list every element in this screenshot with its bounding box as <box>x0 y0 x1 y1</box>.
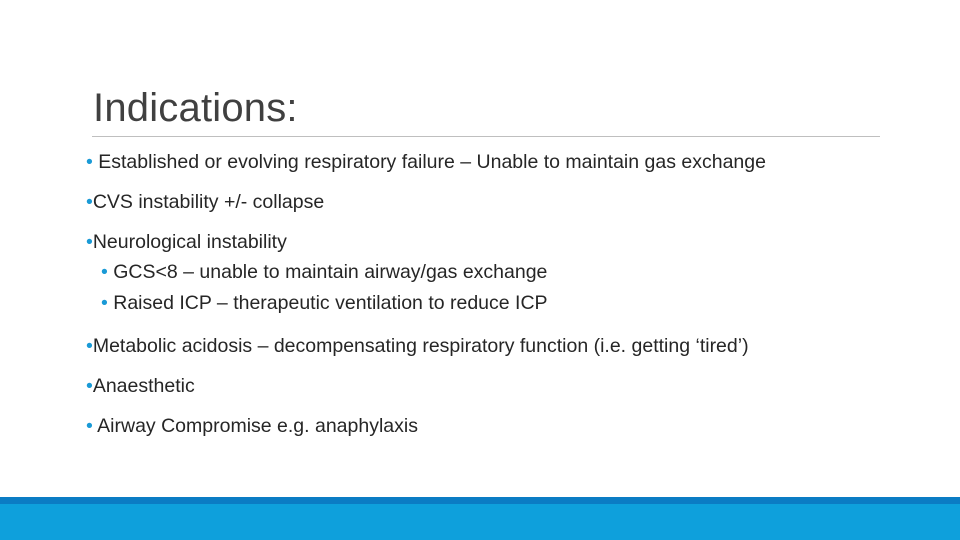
bullet-marker: • <box>86 191 93 213</box>
bullet-item-cvs-instability <box>86 189 324 215</box>
bullet-marker: • <box>86 335 93 357</box>
sub-bullet-item-raised-icp <box>101 290 548 316</box>
bullet-item-respiratory-failure <box>86 149 766 175</box>
bullet-item-neurological-instability <box>86 229 287 255</box>
bullet-item-anaesthetic <box>86 373 195 399</box>
bullet-marker: • <box>86 151 93 173</box>
bullet-marker: • <box>101 261 108 283</box>
bullet-item-airway-compromise <box>86 413 418 439</box>
bullet-text: Established or evolving respiratory failure – Unable to maintain gas exchange <box>92 151 766 173</box>
footer-bar-stripe <box>0 497 960 504</box>
bullet-text: Airway Compromise e.g. anaphylaxis <box>92 415 418 437</box>
bullet-item-metabolic-acidosis <box>86 333 749 359</box>
bullet-marker: • <box>101 292 108 314</box>
bullet-marker: • <box>86 375 93 397</box>
slide-title: Indications: <box>93 86 298 130</box>
bullet-text: GCS<8 – unable to maintain airway/gas exchange <box>107 261 548 283</box>
bullet-marker: • <box>86 231 93 253</box>
sub-bullet-item-gcs <box>101 259 547 285</box>
bullet-text: Neurological instability <box>92 231 287 253</box>
bullet-text: Raised ICP – therapeutic ventilation to reduce ICP <box>107 292 548 314</box>
bullet-text: CVS instability +/- collapse <box>92 191 325 213</box>
bullet-text: Metabolic acidosis – decompensating respiratory function (i.e. getting ‘tired’) <box>92 335 749 357</box>
bullet-marker: • <box>86 415 93 437</box>
bullet-text: Anaesthetic <box>92 375 195 397</box>
